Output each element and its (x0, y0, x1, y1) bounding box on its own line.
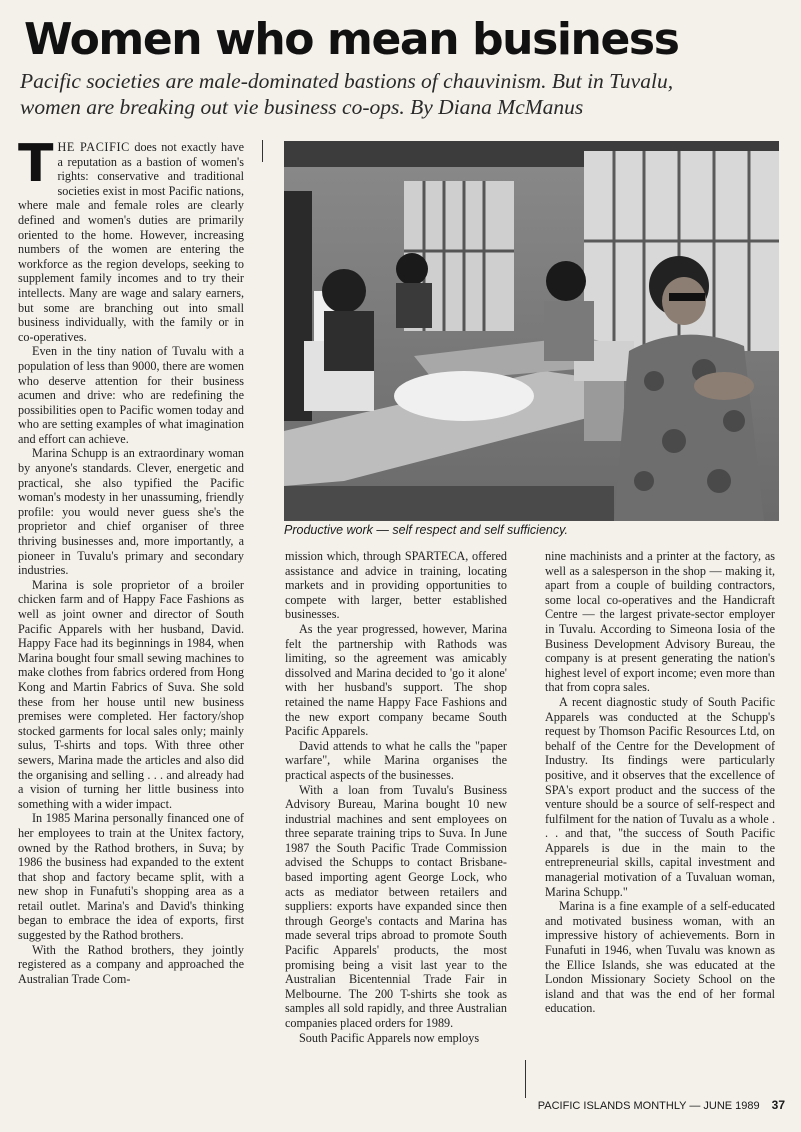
sewing-workshop-photo (284, 141, 779, 521)
paragraph: David attends to what he calls the "paper warfare", while Marina organises the practical aspects of the businesses. (285, 738, 507, 782)
paragraph-text: does not exactly have a reputation as a bastion of women's rights: conservative and traditional societies exist in most Pacific nations, where male and female roles are clearly defined and women's duties are primarily oriented to the home. However, increasing numbers of the women are entering the workforce as the region develops, seeking to supplement family incomes and to try their intellects. Many are wage and salary earners, but some are branching out into small business individually, with the family or in co-operatives. (18, 140, 244, 344)
column-divider (525, 1060, 526, 1098)
paragraph: A recent diagnostic study of South Pacific Apparels was conducted at the Schupp's request by Thomson Pacific Resources Ltd, on behalf of the Centre for the Development of Industry. Its findings were particularly positive, and it observes that the excellence of SPA's export product and the success of the venture should be a source of self-respect and fulfilment for the nation of Tuvalu as a whole . . . and that, "the success of South Pacific Apparels is due in the main to the entrepreneurial skills, capital investment and managerial motivation of a Tuvaluan woman, Marina Schupp." (545, 694, 775, 899)
headline: Women who mean business (24, 14, 679, 65)
photo-caption: Productive work — self respect and self sufficiency. (284, 523, 568, 537)
column-divider (262, 140, 263, 162)
paragraph: In 1985 Marina personally financed one of her employees to train at the Unitex factory, owned by the Rathod brothers, in Suva; by 1986 the business had expanded to the extent that shop and factory became split, with a new shop in Funafuti's shopping area as a retail outlet. Marina's and David's thinking began to embrace the idea of exports, first suggested by the Rathod brothers. (18, 811, 244, 943)
paragraph: With a loan from Tuvalu's Business Advisory Bureau, Marina bought 10 new industrial machines and sent employees on three separate training trips to Suva. In June 1987 the South Pacific Trade Commission advised the Schupps to contact Brisbane-based importing agent George Lock, who acts as mediator between retailers and suppliers: exports have expanded since then through George's contacts and Marina has made several trips abroad to promote South Pacific Apparels' products, the most promising being a visit last year to the Australian Bicentennial Trade Fair in Melbourne. The 200 T-shirts she took as samples all sold rapidly, and three Australian companies placed orders for 1989. (285, 782, 507, 1030)
standfirst-line: Pacific societies are male-dominated bastions of chauvinism. But in Tuvalu, (20, 69, 674, 93)
paragraph (18, 140, 244, 344)
article-column-2 (285, 549, 507, 1117)
paragraph: As the year progressed, however, Marina felt the partnership with Rathods was limiting, so the agreement was amicably dissolved and Marina decided to 'go it alone' with her husband's support. The shop retained the name Happy Face Fashions and the new export company became South Pacific Apparels. (285, 621, 507, 739)
lead-in-caps: HE PACIFIC (57, 140, 130, 154)
paragraph: With the Rathod brothers, they jointly registered as a company and approached the Australian Trade Com- (18, 942, 244, 986)
drop-cap: T (18, 140, 54, 194)
photo-illustration (284, 141, 779, 521)
page-number: 37 (771, 1098, 785, 1112)
page-footer (525, 1096, 785, 1114)
paragraph: South Pacific Apparels now employs (299, 1030, 480, 1045)
standfirst (20, 68, 780, 120)
article-column-3 (545, 549, 775, 1089)
standfirst-line: women are breaking out vie business co-ops. By Diana McManus (20, 95, 584, 119)
paragraph: Marina is sole proprietor of a broiler chicken farm and of Happy Face Fashions as well as joint owner and director of South Pacific Apparels with her husband, David. Happy Face had its beginnings in 1984, when Marina bought four small sewing machines to make clothes from fabrics ordered from Hong Kong and Martin Fabrics of Suva. She sold these from her house until new business premises were completed. Her factory/shop stocked garments for local sales only; mainly sulus, T-shirts and tops. With three other sewers, Marina made the articles and also did the organising and selling . . . and already had a vision of turning her little business into something with a wider impact. (18, 577, 244, 811)
paragraph: nine machinists and a printer at the factory, as well as a salesperson in the shop — making it, apart from a couple of building contractors, some local co-operatives and the Handicraft Centre — the largest private-sector employer in Tuvalu. According to Simeona Iosia of the Business Development Advisory Bureau, the company is at present generating the nation's highest level of export income; even more than that from copra sales. (545, 549, 775, 695)
paragraph: Marina is a fine example of a self-educated and motivated business woman, with an impressive history of achievements. Born in Funafuti in 1946, when Tuvalu was known as the Ellice Islands, she was educated at the London Missionary Society School on the island and that was the end of her formal education. (545, 899, 775, 1016)
paragraph: Marina Schupp is an extraordinary woman by anyone's standards. Clever, energetic and practical, she also typified the Pacific woman's modesty in her unassuming, friendly profile: you would never guess she's the proprietor and chief organiser of three thriving businesses and, more importantly, a pioneer in Tuvalu's primary and secondary industries. (18, 446, 244, 578)
article-column-1 (18, 140, 244, 1115)
publication-name: PACIFIC ISLANDS MONTHLY — JUNE 1989 (537, 1100, 760, 1112)
paragraph: mission which, through SPARTECA, offered assistance and advice in training, locating markets and in providing opportunities to compete with larger, better established businesses. (285, 549, 507, 622)
paragraph: Even in the tiny nation of Tuvalu with a population of less than 9000, there are women who deserve attention for their business acumen and drive: who are redefining the possibilities open to Pacific women today and who are setting examples of what imagination and effort can achieve. (18, 344, 244, 446)
